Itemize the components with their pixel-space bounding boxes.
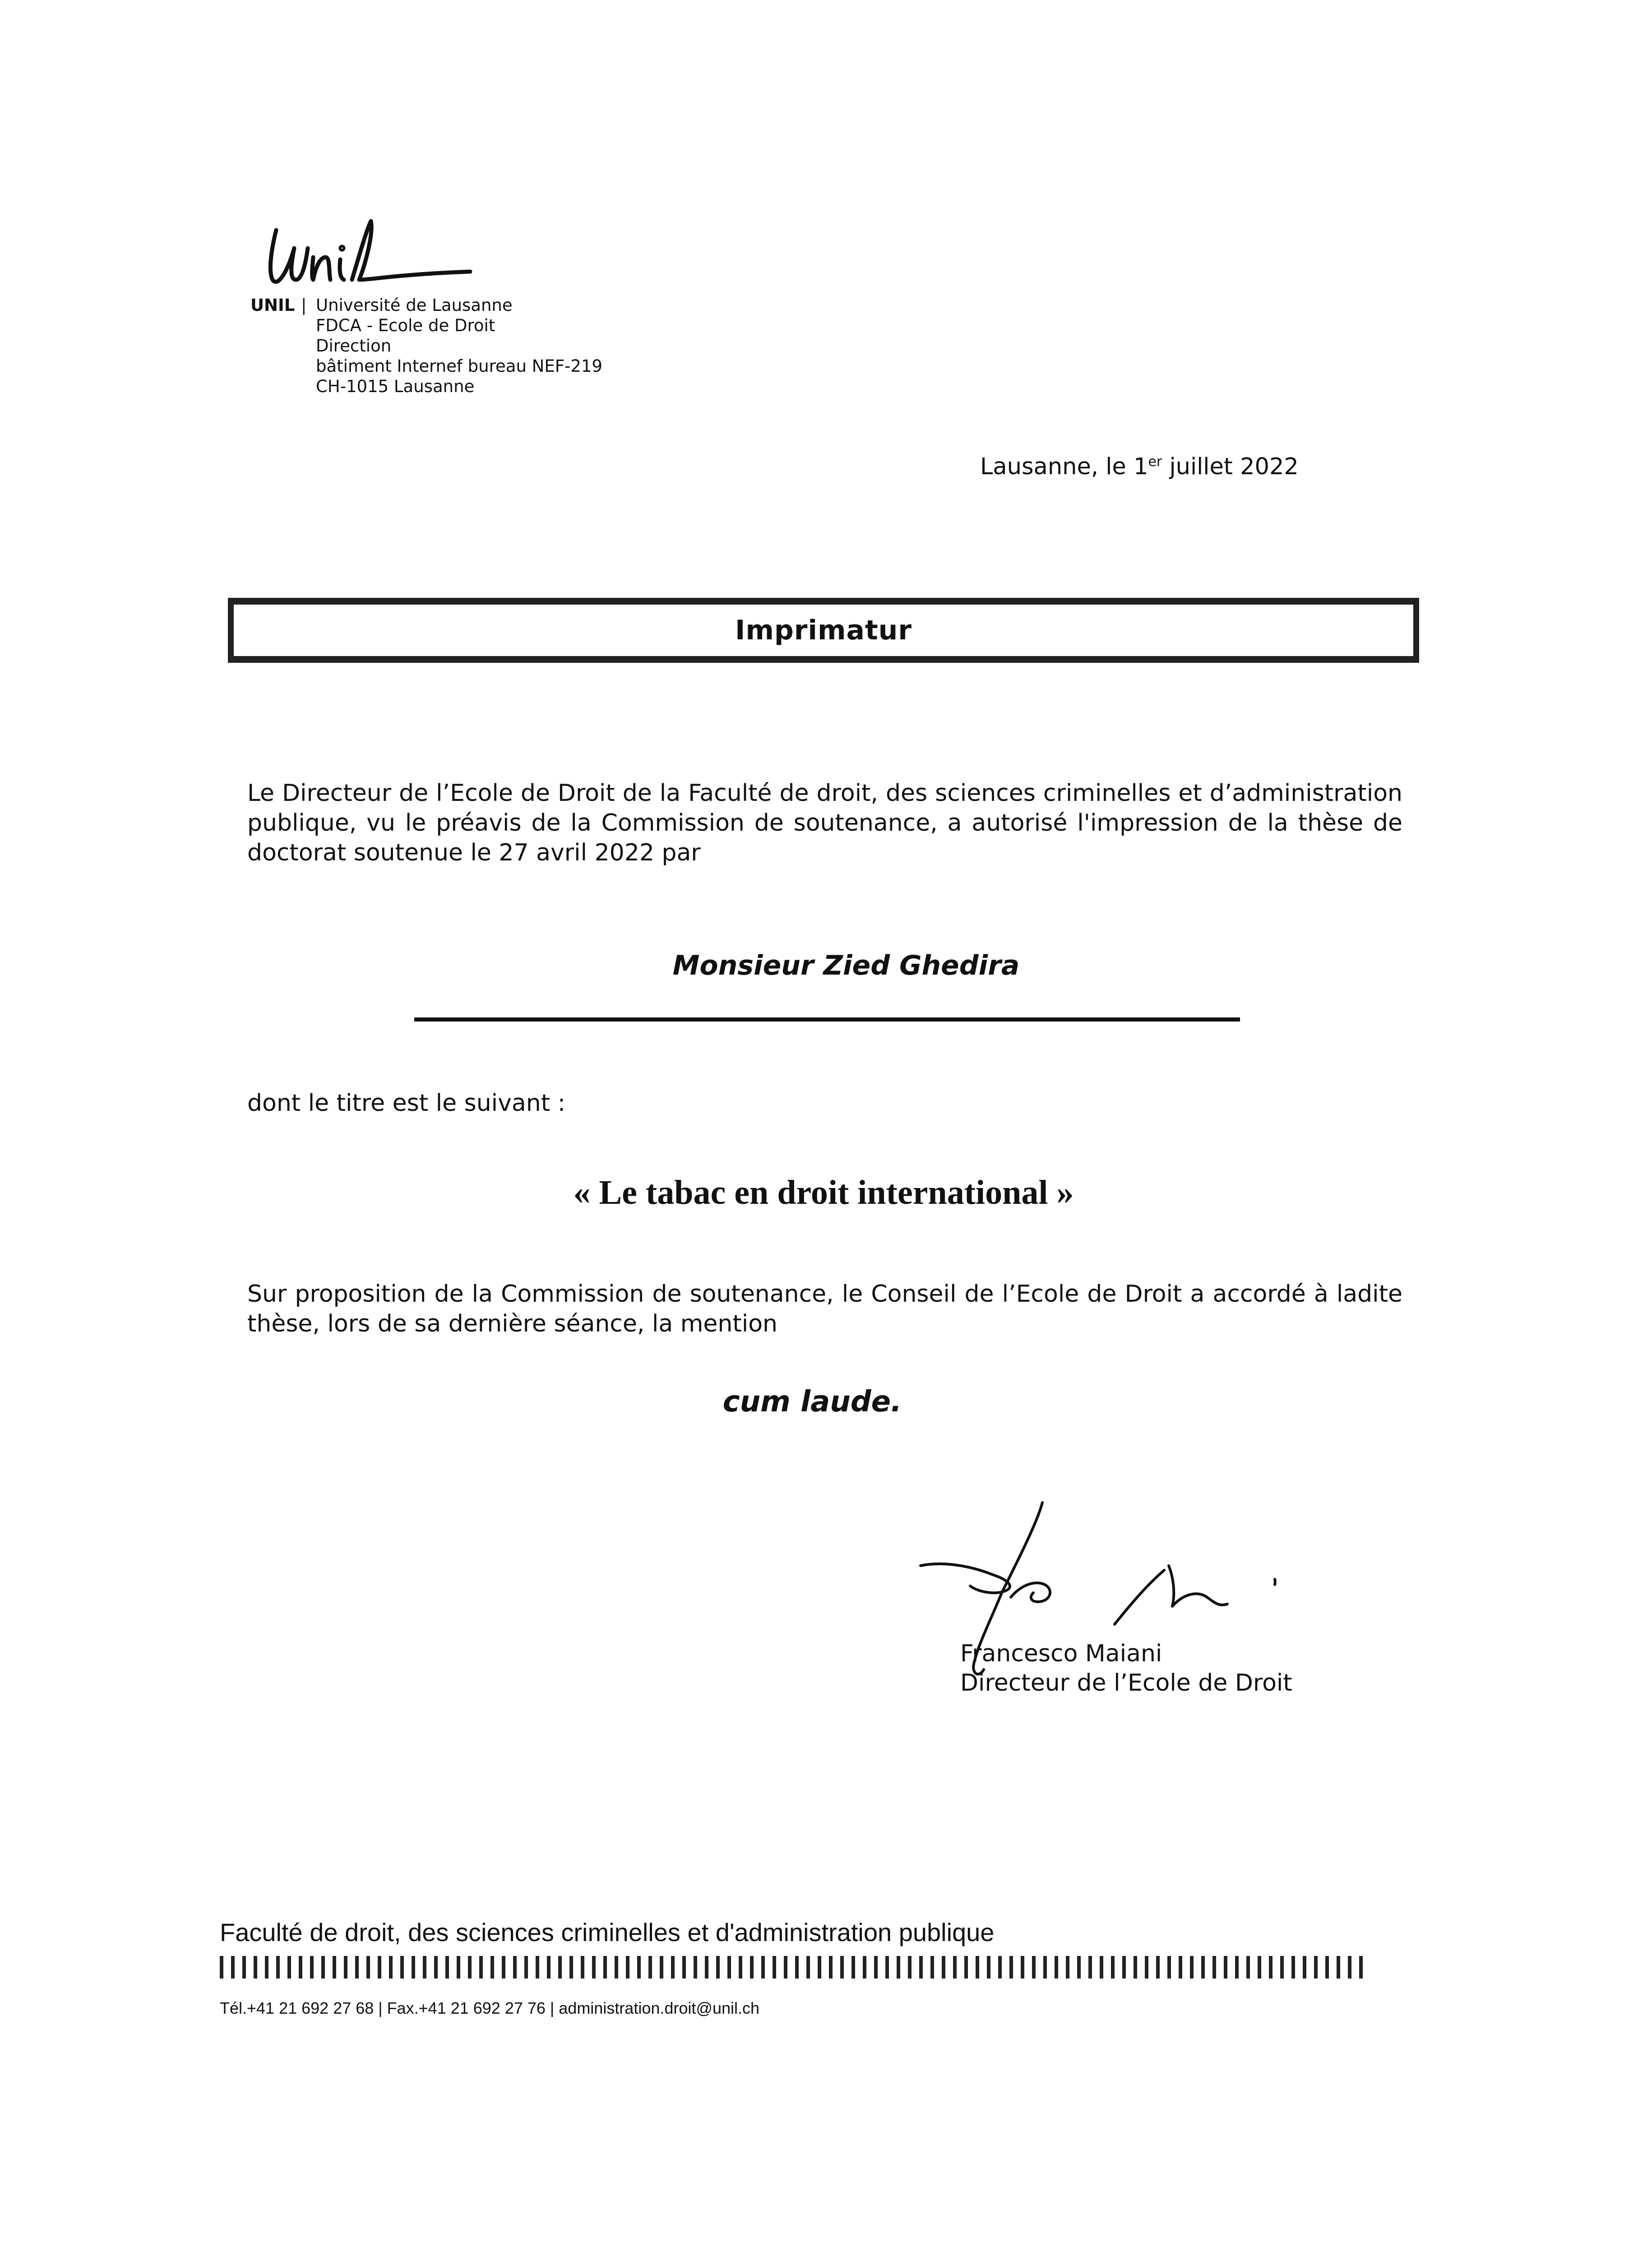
letterhead-building: bâtiment Internef bureau NEF-219 xyxy=(316,356,602,376)
date-suffix: juillet 2022 xyxy=(1162,453,1299,480)
mention-value: cum laude. xyxy=(722,1385,902,1419)
letterhead-city: CH-1015 Lausanne xyxy=(316,377,475,396)
letterhead-faculty: FDCA - Ecole de Droit xyxy=(316,316,495,335)
footer-contact: Tél.+41 21 692 27 68 | Fax.+41 21 692 27 76 | administration.droit@unil.ch xyxy=(220,1999,760,2017)
candidate-name: Monsieur Zied Ghedira xyxy=(672,950,1020,981)
letterhead-department: Direction xyxy=(316,336,392,356)
date-prefix: Lausanne, le 1 xyxy=(980,453,1148,480)
imprimatur-title: Imprimatur xyxy=(735,615,912,646)
unil-logo xyxy=(263,212,475,291)
signer-name: Francesco Maiani xyxy=(960,1640,1162,1667)
footer-faculty: Faculté de droit, des sciences criminelles et d'administration publique xyxy=(220,1918,995,1946)
imprimatur-box xyxy=(228,598,1419,663)
mention-paragraph: Sur proposition de la Commission de soutenance, le Conseil de l’Ecole de Droit a accordé à ladite thèse, lors de sa dernière séance, la mention xyxy=(247,1281,1402,1337)
date-line xyxy=(980,453,1299,480)
thesis-title: « Le tabac en droit international » xyxy=(573,1174,1074,1211)
signer-role: Directeur de l’Ecole de Droit xyxy=(960,1669,1292,1697)
candidate-underline xyxy=(414,1017,1240,1022)
authorization-paragraph: Le Directeur de l’Ecole de Droit de la Faculté de droit, des sciences criminelles et d’administration publique, vu le préavis de la Commission de soutenance, a autorisé l'impression de la thèse de doctorat soutenue le 27 avril 2022 par xyxy=(247,780,1402,866)
date-superscript: er xyxy=(1148,454,1162,470)
letterhead-abbreviation: UNIL xyxy=(250,296,295,315)
title-intro: dont le titre est le suivant : xyxy=(247,1090,566,1117)
letterhead-separator: | xyxy=(301,296,307,315)
letterhead-university: Université de Lausanne xyxy=(316,296,513,315)
footer-barcode-rule xyxy=(220,1956,1364,1979)
